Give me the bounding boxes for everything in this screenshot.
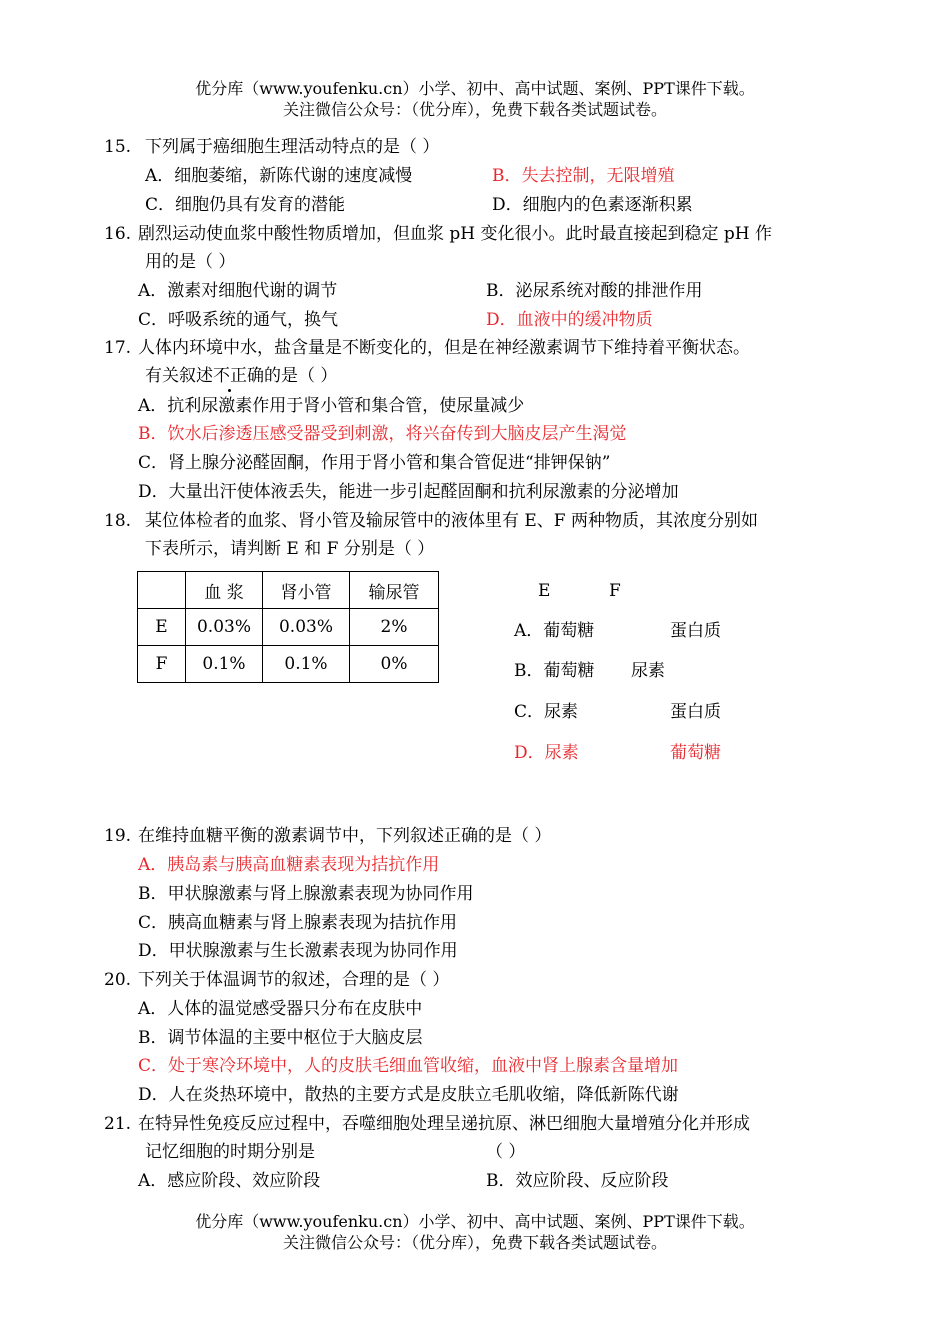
header-line-1: 优分库（www.youfenku.cn）小学、初中、高中试题、案例、PPT课件下载。: [195, 79, 755, 98]
table-cell: 0.1%: [186, 646, 263, 683]
q18-option-c-e: C．尿素: [514, 702, 579, 722]
q18-option-b-f: 尿素: [631, 661, 665, 681]
q19-stem: 在维持血糖平衡的激素调节中，下列叙述正确的是（ ）: [138, 826, 552, 846]
table-cell: 0%: [350, 646, 439, 683]
q18-option-d-f: 葡萄糖: [670, 743, 721, 763]
q21-answer-paren: （ ）: [486, 1142, 526, 1162]
q17-number: 17.: [104, 338, 132, 358]
table-row: [138, 646, 439, 683]
q15-option-c: C．细胞仍具有发育的潜能: [145, 195, 346, 215]
q16-option-d: D．血液中的缓冲物质: [486, 310, 653, 330]
footer-line-2: 关注微信公众号：（优分库），免费下载各类试题试卷。: [282, 1233, 667, 1252]
q20-option-d: D．人在炎热环境中，散热的主要方式是皮肤立毛肌收缩，降低新陈代谢: [138, 1085, 679, 1105]
q15-option-a: A．细胞萎缩，新陈代谢的速度减慢: [145, 166, 413, 186]
q16-number: 16.: [104, 224, 132, 244]
q18-option-d-e: D．尿素: [514, 743, 579, 763]
q17-option-a: A．抗利尿激素作用于肾小管和集合管，使尿量减少: [138, 396, 525, 416]
page-header: [0, 78, 950, 120]
q17-stem-line-2: 有关叙述不正确的是（ ）: [145, 366, 338, 386]
table-cell: 0.1%: [263, 646, 350, 683]
q15-number: 15.: [104, 137, 132, 157]
q18-stem-line-1: 某位体检者的血浆、肾小管及输尿管中的液体里有 E、F 两种物质，其浓度分别如: [145, 511, 759, 531]
q19-option-c: C．胰高血糖素与肾上腺素表现为拮抗作用: [138, 913, 458, 933]
table-header-cell: 血 浆: [186, 572, 263, 609]
q19-option-d: D．甲状腺激素与生长激素表现为协同作用: [138, 941, 458, 961]
q21-number: 21.: [104, 1114, 132, 1134]
q15-option-d: D．细胞内的色素逐渐积累: [492, 195, 693, 215]
q18-option-a-e: A．葡萄糖: [514, 621, 595, 641]
q17-option-d: D．大量出汗使体液丢失，能进一步引起醛固酮和抗利尿激素的分泌增加: [138, 482, 679, 502]
q18-option-a-f: 蛋白质: [670, 621, 721, 641]
q15-option-b: B．失去控制，无限增殖: [492, 166, 675, 186]
q21-option-b: B．效应阶段、反应阶段: [486, 1171, 669, 1191]
q18-option-c-f: 蛋白质: [670, 702, 721, 722]
q20-number: 20.: [104, 970, 132, 990]
table-header-row: [138, 572, 439, 609]
concentration-table: [137, 571, 439, 683]
page-footer: [0, 1211, 950, 1253]
table-header-cell: [138, 572, 186, 609]
table-header-cell: 肾小管: [263, 572, 350, 609]
q20-option-a: A．人体的温觉感受器只分布在皮肤中: [138, 999, 423, 1019]
q21-stem-line-1: 在特异性免疫反应过程中，吞噬细胞处理呈递抗原、淋巴细胞大量增殖分化并形成: [138, 1114, 750, 1134]
table-header-cell: 输尿管: [350, 572, 439, 609]
q20-option-b: B．调节体温的主要中枢位于大脑皮层: [138, 1028, 423, 1048]
q16-stem-line-2: 用的是（ ）: [145, 252, 236, 272]
emphasis-dot: [228, 389, 231, 392]
q17-option-c: C．肾上腺分泌醛固酮，作用于肾小管和集合管促进“排钾保钠”: [138, 453, 611, 473]
header-line-2: 关注微信公众号：（优分库），免费下载各类试题试卷。: [282, 100, 667, 119]
q17-stem-line-1: 人体内环境中水，盐含量是不断变化的，但是在神经激素调节下维持着平衡状态。: [138, 338, 750, 358]
table-cell: 0.03%: [263, 609, 350, 646]
q16-option-b: B．泌尿系统对酸的排泄作用: [486, 281, 703, 301]
table-row: [138, 609, 439, 646]
table-cell: E: [138, 609, 186, 646]
q17-option-b: B．饮水后渗透压感受器受到刺激，将兴奋传到大脑皮层产生渴觉: [138, 424, 627, 444]
q18-option-b-e: B．葡萄糖: [514, 661, 595, 681]
q19-number: 19.: [104, 826, 132, 846]
q18-number: 18.: [104, 511, 132, 531]
q19-option-a: A．胰岛素与胰高血糖素表现为拮抗作用: [138, 855, 440, 875]
footer-line-1: 优分库（www.youfenku.cn）小学、初中、高中试题、案例、PPT课件下载。: [195, 1212, 755, 1231]
q20-option-c: C．处于寒冷环境中，人的皮肤毛细血管收缩，血液中肾上腺素含量增加: [138, 1056, 679, 1076]
q18-options-header-e: E: [538, 581, 551, 601]
q20-stem: 下列关于体温调节的叙述，合理的是（ ）: [138, 970, 450, 990]
q21-stem-line-2: 记忆细胞的时期分别是: [145, 1142, 315, 1162]
q18-options-header-f: F: [609, 581, 621, 601]
table-cell: 2%: [350, 609, 439, 646]
q16-stem-line-1: 剧烈运动使血浆中酸性物质增加，但血浆 pH 变化很小。此时最直接起到稳定 pH 作: [138, 224, 773, 244]
q19-option-b: B．甲状腺激素与肾上腺激素表现为协同作用: [138, 884, 474, 904]
q21-option-a: A．感应阶段、效应阶段: [138, 1171, 321, 1191]
table-cell: 0.03%: [186, 609, 263, 646]
q18-stem-line-2: 下表所示，请判断 E 和 F 分别是（ ）: [145, 539, 435, 559]
q15-stem: 下列属于癌细胞生理活动特点的是（ ）: [145, 137, 440, 157]
table-cell: F: [138, 646, 186, 683]
q16-option-c: C．呼吸系统的通气，换气: [138, 310, 339, 330]
q16-option-a: A．激素对细胞代谢的调节: [138, 281, 338, 301]
